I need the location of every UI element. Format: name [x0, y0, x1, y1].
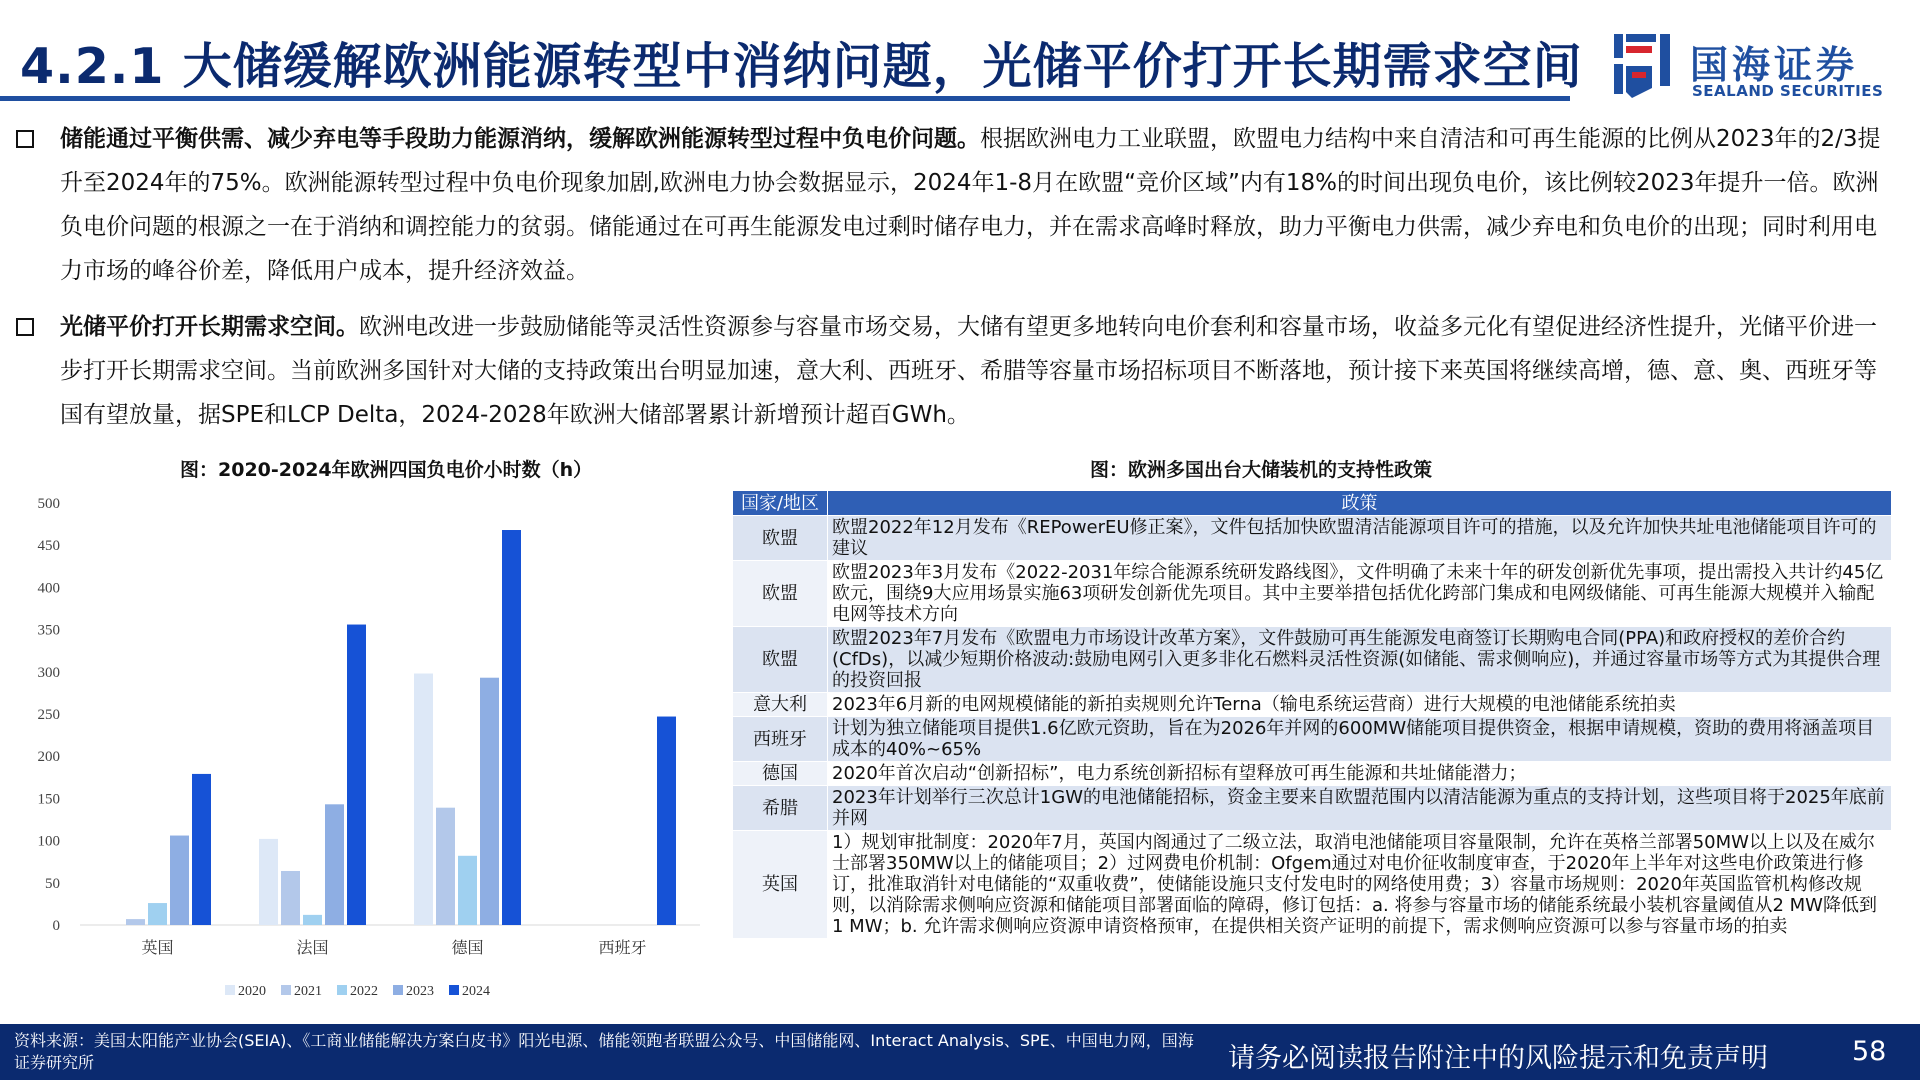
bar: [259, 839, 278, 925]
table-cell-country: 英国: [733, 831, 828, 939]
table-cell-policy: 1）规划审批制度：2020年7月，英国内阁通过了二级立法，取消电池储能项目容量限制，允许在英格兰部署50MW以上以及在威尔士部署350MW以上的储能项目；2）过网费电价机制：Ofgem通过对电价征收制度审查，于2020年上半年对这些电价政策进行修订，批准取消针对电储能的“双重收费”，使储能设施只支付发电时的网络使用费；3）容量市场规则：2020年英国监管机构修改规则，以消除需求侧响应资源和储能项目部署面临的障碍，修订包括：a. 将参与容量市场的储能系统最小装机容量阈值从2 MW降低到1 MW；b. 允许需求侧响应资源申请资格预审，在提供相关资产证明的前提下，需求侧响应资源可以参与容量市场的拍卖: [828, 831, 1892, 939]
bar: [126, 919, 145, 925]
chart-title: 图：2020-2024年欧洲四国负电价小时数（h）: [180, 459, 593, 481]
logo-chinese-name: 国海证券: [1690, 43, 1859, 87]
footer-disclaimer: 请务必阅读报告附注中的风险提示和免责声明: [1228, 1043, 1768, 1074]
table-cell-policy: 2020年首次启动“创新招标”，电力系统创新招标有望释放可再生能源和共址储能潜力；: [828, 762, 1892, 786]
bar: [325, 804, 344, 925]
table-title: 图：欧洲多国出台大储装机的支持性政策: [1090, 459, 1433, 481]
legend-label: 2020: [238, 984, 266, 999]
table-cell-policy: 2023年计划举行三次总计1GW的电池储能招标，资金主要来自欧盟范围内以清洁能源为重点的支持计划，这些项目将于2025年底前并网: [828, 786, 1892, 831]
table-row: [733, 762, 1892, 786]
footer-source: 资料来源：美国太阳能产业协会(SEIA)、《工商业储能解决方案白皮书》阳光电源、储能领跑者联盟公众号、中国储能网、Interact Analysis、SPE、中国电力网，国海证券研究所: [14, 1031, 1194, 1072]
bar: [436, 808, 455, 925]
table-cell-country: 意大利: [733, 693, 828, 717]
bullet-square-icon: [16, 130, 34, 148]
table-header-row: [733, 491, 1892, 516]
y-tick-label: 350: [37, 622, 60, 639]
y-tick-label: 300: [37, 664, 60, 681]
negative-price-hours-chart: [20, 485, 720, 1010]
y-tick-label: 200: [37, 749, 60, 766]
bar: [657, 717, 676, 925]
y-tick-label: 250: [37, 707, 60, 723]
policy-table: [732, 490, 1892, 939]
table-row: [733, 831, 1892, 939]
y-tick-label: 150: [37, 791, 60, 808]
bar: [303, 915, 322, 925]
y-tick-label: 500: [37, 496, 60, 512]
y-tick-label: 50: [45, 875, 60, 892]
table-cell-country: 欧盟: [733, 516, 828, 561]
bar: [192, 774, 211, 925]
table-cell-policy: 欧盟2022年12月发布《REPowerEU修正案》，文件包括加快欧盟清洁能源项目许可的措施，以及允许加快共址电池储能项目许可的建议: [828, 516, 1892, 561]
legend-label: 2024: [462, 984, 490, 999]
page-number: 58: [1852, 1036, 1887, 1067]
x-tick-label: 法国: [296, 938, 329, 957]
table-row: [733, 561, 1892, 627]
table-row: [733, 516, 1892, 561]
bullet-paragraph-1: [16, 117, 1896, 293]
bullet-body: 根据欧洲电力工业联盟，欧盟电力结构中来自清洁和可再生能源的比例从2023年的2/3提升至2024年的75%。欧洲能源转型过程中负电价现象加剧,欧洲电力协会数据显示，2024年1-8月在欧盟“竞价区域”内有18%的时间出现负电价，该比例较2023年提升一倍。欧洲负电价问题的根源之一在于消纳和调控能力的贫弱。储能通过在可再生能源发电过剩时储存电力，并在需求高峰时释放，助力平衡电力供需，减少弃电和负电价的出现；同时利用电力市场的峰谷价差，降低用户成本，提升经济效益。: [60, 126, 1881, 284]
legend-swatch: [337, 985, 347, 995]
table-cell-country: 德国: [733, 762, 828, 786]
table-header-country: 国家/地区: [733, 491, 828, 516]
table-header-policy: 政策: [828, 491, 1892, 516]
table-cell-country: 欧盟: [733, 561, 828, 627]
table-row: [733, 717, 1892, 762]
table-row: [733, 786, 1892, 831]
legend-label: 2022: [350, 984, 378, 999]
bar: [458, 856, 477, 925]
y-tick-label: 100: [37, 833, 60, 850]
x-tick-label: 英国: [141, 938, 174, 957]
logo-english-name: SEALAND SECURITIES: [1692, 82, 1884, 100]
legend-swatch: [449, 985, 459, 995]
bullet-body: 欧洲电改进一步鼓励储能等灵活性资源参与容量市场交易，大储有望更多地转向电价套利和容量市场，收益多元化有望促进经济性提升，光储平价进一步打开长期需求空间。当前欧洲多国针对大储的支持政策出台明显加速，意大利、西班牙、希腊等容量市场招标项目不断落地，预计接下来英国将继续高增，德、意、奥、西班牙等国有望放量，据SPE和LCP Delta，2024-2028年欧洲大储部署累计新增预计超百GWh。: [60, 314, 1877, 428]
bar: [148, 903, 167, 925]
sealand-logo-icon: [1612, 32, 1674, 102]
table-cell-country: 希腊: [733, 786, 828, 831]
legend-label: 2023: [406, 984, 434, 999]
legend-swatch: [225, 985, 235, 995]
table-row: [733, 627, 1892, 693]
bar: [281, 871, 300, 925]
bullet-lead: 储能通过平衡供需、减少弃电等手段助力能源消纳，缓解欧洲能源转型过程中负电价问题。: [60, 126, 980, 152]
x-tick-label: 西班牙: [598, 938, 647, 957]
y-tick-label: 450: [37, 538, 60, 555]
bar: [502, 530, 521, 925]
table-cell-policy: 计划为独立储能项目提供1.6亿欧元资助，旨在为2026年并网的600MW储能项目提供资金，根据申请规模，资助的费用将涵盖项目成本的40%~65%: [828, 717, 1892, 762]
table-cell-country: 欧盟: [733, 627, 828, 693]
bullet-square-icon: [16, 318, 34, 336]
bar: [347, 625, 366, 925]
x-tick-label: 德国: [451, 938, 484, 957]
legend-swatch: [281, 985, 291, 995]
table-cell-policy: 欧盟2023年3月发布《2022-2031年综合能源系统研发路线图》，文件明确了未来十年的研发创新优先事项，提出需投入共计约45亿欧元，围绕9大应用场景实施63项研发创新优先项目。其中主要举措包括优化跨部门集成和电网级储能、可再生能源大规模并入输配电网等技术方向: [828, 561, 1892, 627]
y-tick-label: 400: [37, 580, 60, 597]
table-cell-policy: 2023年6月新的电网规模储能的新拍卖规则允许Terna（输电系统运营商）进行大规模的电池储能系统拍卖: [828, 693, 1892, 717]
page-title: 4.2.1 大储缓解欧洲能源转型中消纳问题，光储平价打开长期需求空间: [20, 38, 1583, 95]
header-rule: [0, 96, 1570, 101]
table-cell-country: 西班牙: [733, 717, 828, 762]
bullet-lead: 光储平价打开长期需求空间。: [60, 314, 359, 340]
legend-label: 2021: [294, 984, 322, 999]
bullet-paragraph-2: [16, 305, 1896, 437]
company-logo: [1612, 32, 1902, 106]
bar: [414, 673, 433, 925]
bar: [170, 836, 189, 925]
table-row: [733, 693, 1892, 717]
bar: [480, 678, 499, 925]
legend-swatch: [393, 985, 403, 995]
table-cell-policy: 欧盟2023年7月发布《欧盟电力市场设计改革方案》，文件鼓励可再生能源发电商签订长期购电合同(PPA)和政府授权的差价合约(CfDs)，以减少短期价格波动:鼓励电网引入更多非化石燃料灵活性资源(如储能、需求侧响应)，并通过容量市场等方式为其提供合理的投资回报: [828, 627, 1892, 693]
y-tick-label: 0: [52, 918, 60, 934]
